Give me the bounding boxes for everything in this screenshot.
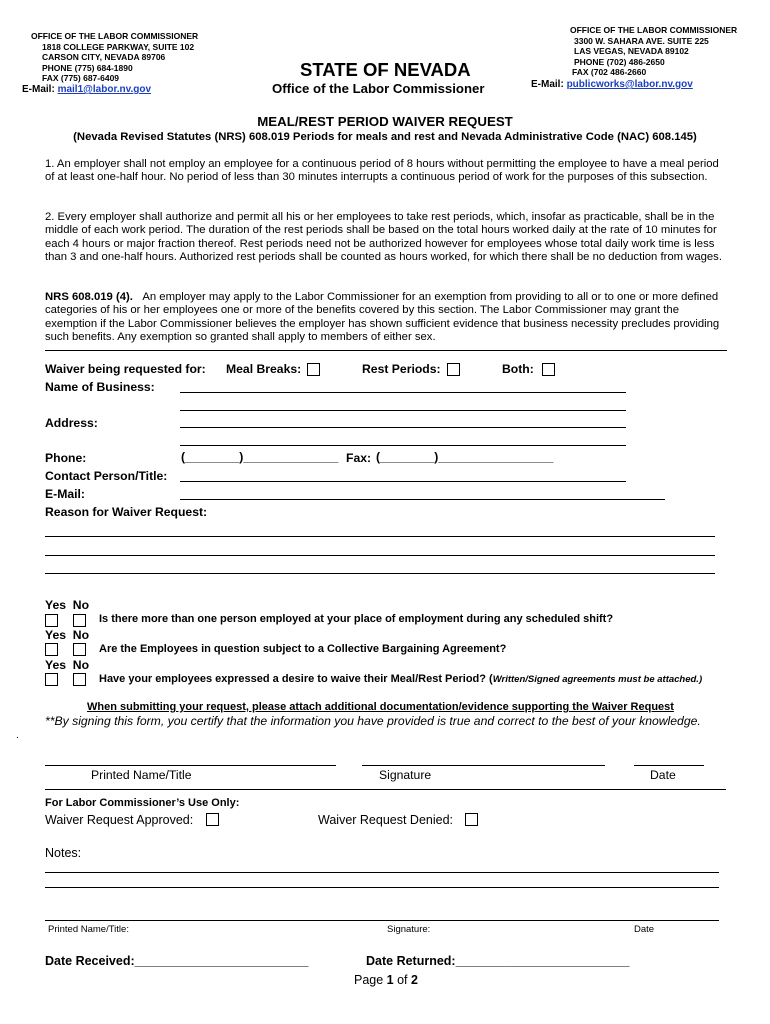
right-email-row — [531, 79, 693, 90]
yes-label: Yes — [45, 598, 67, 612]
form-subtitle: (Nevada Revised Statutes (NRS) 608.019 Periods for meals and rest and Nevada Administrative Code (NAC) 608.145) — [73, 131, 697, 143]
date-received-field[interactable]: Date Received:_________________________ — [45, 954, 309, 968]
right-phone: PHONE (702) 486-2650 — [574, 56, 665, 67]
date-caption: Date — [650, 768, 676, 782]
left-fax: FAX (775) 687-6409 — [42, 73, 120, 83]
header-left-address — [31, 31, 198, 84]
fax-label: Fax: — [346, 451, 372, 465]
email-label: E-Mail: — [45, 487, 85, 501]
business-name-field-2[interactable] — [180, 410, 626, 411]
denied-label: Waiver Request Denied: — [318, 813, 454, 827]
stray-mark: . — [16, 730, 19, 741]
page-prefix: Page — [354, 973, 387, 987]
right-street: 3300 W. SAHARA AVE. SUITE 225 — [574, 35, 709, 46]
fax-field[interactable]: (________)_________________ — [376, 450, 554, 464]
both-checkbox[interactable] — [542, 363, 555, 376]
right-fax: FAX (702 486-2660 — [572, 67, 647, 77]
q3-yes-checkbox[interactable] — [45, 673, 58, 686]
office-use-heading: For Labor Commissioner’s Use Only: — [45, 797, 240, 809]
state-title: STATE OF NEVADA — [300, 59, 471, 80]
signature-caption: Signature — [379, 768, 432, 782]
phone-label: Phone: — [45, 451, 87, 465]
section-divider — [45, 350, 727, 351]
page-number — [354, 973, 418, 987]
contact-label: Contact Person/Title: — [45, 469, 168, 483]
left-office-name: OFFICE OF THE LABOR COMMISSIONER — [31, 31, 199, 41]
office-date-caption: Date — [634, 924, 655, 935]
meal-breaks-label: Meal Breaks: — [226, 362, 302, 376]
notes-line-1[interactable] — [45, 872, 719, 873]
office-printed-name-caption: Printed Name/Title: — [48, 924, 129, 935]
approved-checkbox[interactable] — [206, 813, 219, 826]
question-2: Are the Employees in question subject to a Collective Bargaining Agreement? — [99, 643, 507, 655]
right-email-label: E-Mail: — [531, 79, 564, 90]
q3-no-checkbox[interactable] — [73, 673, 86, 686]
right-city: LAS VEGAS, NEVADA 89102 — [574, 46, 689, 56]
reason-label: Reason for Waiver Request: — [45, 505, 208, 519]
office-signature-line[interactable] — [45, 920, 719, 921]
yes-label: Yes — [45, 628, 67, 642]
attachment-note: When submitting your request, please attach additional documentation/evidence supporting the Waiver Request — [87, 701, 674, 713]
printed-name-caption: Printed Name/Title — [91, 768, 192, 782]
business-name-label: Name of Business: — [45, 380, 155, 394]
nrs-reference: NRS 608.019 (4). — [45, 291, 133, 303]
yes-label: Yes — [45, 658, 67, 672]
office-signature-caption: Signature: — [387, 924, 431, 935]
office-use-divider — [45, 789, 726, 790]
q2-no-checkbox[interactable] — [73, 643, 86, 656]
page-of: of — [393, 973, 411, 987]
no-label: No — [72, 628, 90, 642]
right-email-link[interactable]: publicworks@labor.nv.gov — [566, 79, 693, 90]
form-title: MEAL/REST PERIOD WAIVER REQUEST — [257, 114, 513, 129]
notes-label: Notes: — [45, 846, 82, 860]
q2-yes-checkbox[interactable] — [45, 643, 58, 656]
q2-yes-no-header — [45, 628, 89, 642]
office-subtitle: Office of the Labor Commissioner — [272, 81, 485, 96]
both-label: Both: — [502, 362, 534, 376]
waiver-type-label: Waiver being requested for: — [45, 362, 206, 376]
address-field[interactable] — [180, 427, 626, 428]
paragraph-2: 2. Every employer shall authorize and permit all his or her employees to take rest periods, which, insofar as practicable, shall be in the middle of each work period. The duration of the rest periods shall be based on the total hours worked daily at the rate of 10 minutes for each 4 hours or major fraction thereof. Rest periods need not be authorized however for employees whose total daily work time is less than 3 and one-half hours. Authorized rest periods shall be counted as hours worked, for which there shall be no deduction from wages. — [45, 211, 722, 264]
question-3 — [99, 673, 702, 685]
certification-statement: **By signing this form, you certify that the information you have provided is true and correct to the best of your knowledge. — [45, 714, 701, 728]
denied-checkbox[interactable] — [465, 813, 478, 826]
approved-label: Waiver Request Approved: — [45, 813, 194, 827]
no-label: No — [72, 658, 90, 672]
left-phone: PHONE (775) 684-1890 — [42, 62, 133, 73]
question-3-note: Written/Signed agreements must be attached.) — [492, 674, 703, 685]
printed-name-line[interactable] — [45, 765, 336, 766]
left-email-link[interactable]: mail1@labor.nv.gov — [57, 84, 152, 95]
no-label: No — [72, 598, 90, 612]
reason-line-1[interactable] — [45, 536, 715, 537]
address-label: Address: — [45, 416, 98, 430]
reason-line-2[interactable] — [45, 555, 715, 556]
q1-yes-no-header — [45, 598, 89, 612]
paragraph-3 — [45, 291, 730, 345]
reason-line-3[interactable] — [45, 573, 715, 574]
email-field[interactable] — [180, 499, 665, 500]
header-right-address — [570, 25, 737, 78]
rest-periods-checkbox[interactable] — [447, 363, 460, 376]
paragraph-3-text: An employer may apply to the Labor Commissioner for an exemption from providing to all or to one or more defined categories of his or her employees one or more of the benefits covered by this section. The Labor Commissioner may grant the exemption if the Labor Commissioner believes the employer has shown sufficient evidence that business necessity precludes providing such benefits. Any exemption so granted shall apply to members of either sex. — [45, 291, 720, 344]
page-total: 2 — [411, 973, 418, 987]
date-returned-field[interactable]: Date Returned:_________________________ — [366, 954, 630, 968]
q3-yes-no-header — [45, 658, 89, 672]
left-street: 1818 COLLEGE PARKWAY, SUITE 102 — [42, 41, 195, 52]
phone-field[interactable]: (________)______________ — [181, 450, 339, 464]
question-3-text: Have your employees expressed a desire to waive their Meal/Rest Period? ( — [99, 673, 493, 685]
date-line[interactable] — [634, 765, 704, 766]
signature-line[interactable] — [362, 765, 605, 766]
right-office-name: OFFICE OF THE LABOR COMMISSIONER — [570, 25, 738, 35]
address-field-2[interactable] — [180, 445, 626, 446]
page-current: 1 — [386, 973, 394, 987]
meal-breaks-checkbox[interactable] — [307, 363, 320, 376]
rest-periods-label: Rest Periods: — [362, 362, 441, 376]
left-city: CARSON CITY, NEVADA 89706 — [42, 52, 166, 62]
question-1: Is there more than one person employed at your place of employment during any scheduled shift? — [99, 613, 614, 625]
notes-line-2[interactable] — [45, 887, 719, 888]
paragraph-1: 1. An employer shall not employ an employee for a continuous period of 8 hours without permitting the employee to have a meal period of at least one-half hour. No period of less than 30 minutes interrupts a continuous period of work for the purposes of this subsection. — [45, 158, 719, 184]
business-name-field[interactable] — [180, 392, 626, 393]
q1-yes-checkbox[interactable] — [45, 614, 58, 627]
q1-no-checkbox[interactable] — [73, 614, 86, 627]
left-email-row — [22, 84, 151, 95]
contact-field[interactable] — [180, 481, 626, 482]
left-email-label: E-Mail: — [22, 84, 55, 95]
